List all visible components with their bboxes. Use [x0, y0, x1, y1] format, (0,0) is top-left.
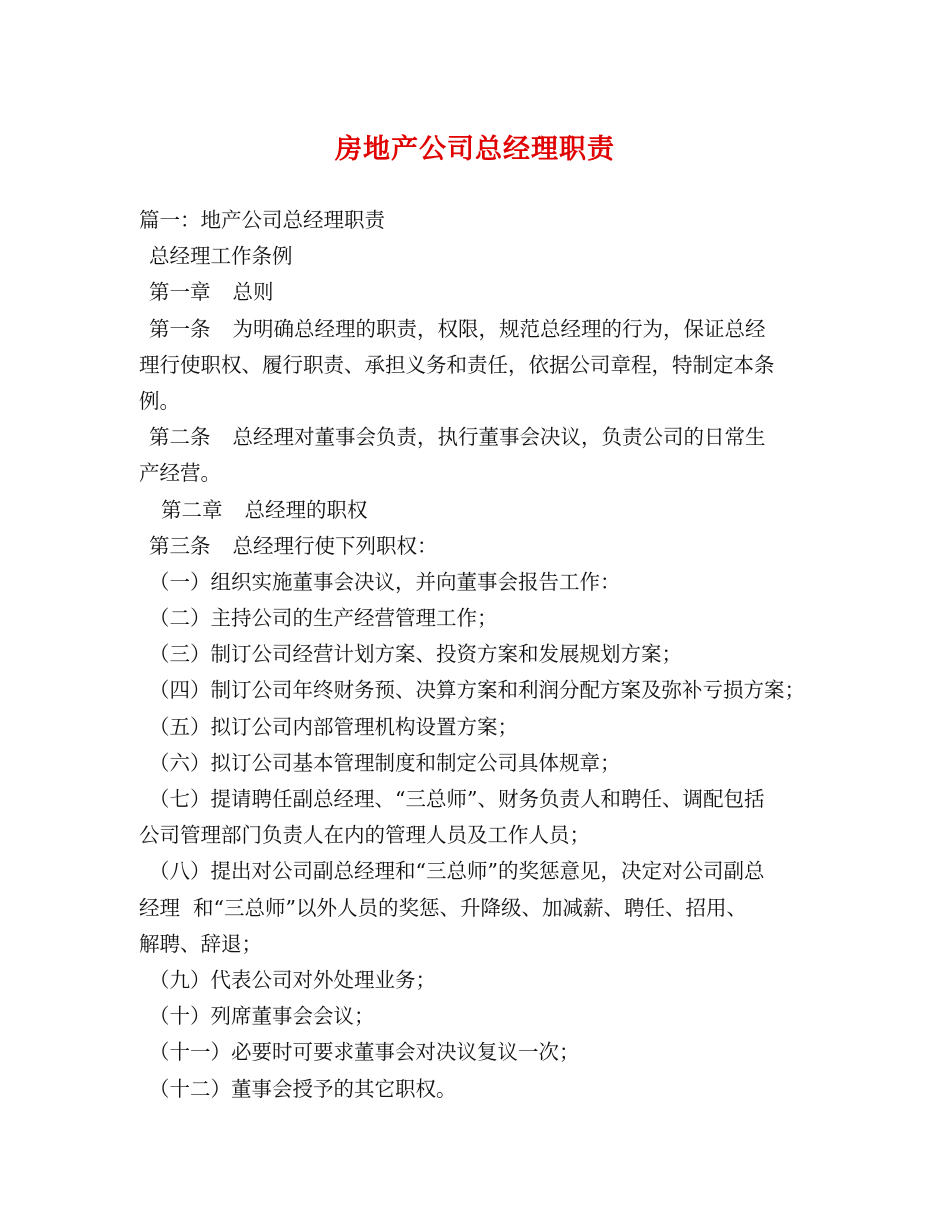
list-item: （十）列席董事会会议；	[149, 1004, 375, 1029]
paragraph-line: 理行使职权、履行职责、承担义务和责任，依据公司章程，特制定本条	[139, 352, 775, 377]
list-item: （十二）董事会授予的其它职权。	[149, 1076, 457, 1101]
list-item: （四）制订公司年终财务预、决算方案和利润分配方案及弥补亏损方案；	[149, 678, 805, 703]
chapter-number: 第二章	[161, 497, 223, 522]
chapter-number: 第一章	[149, 280, 211, 305]
list-item: （三）制订公司经营计划方案、投资方案和发展规划方案；	[149, 642, 682, 667]
article-line	[139, 528, 829, 564]
chapter-heading	[139, 492, 829, 528]
list-item: （六）拟订公司基本管理制度和制定公司具体规章；	[149, 750, 621, 775]
list-item-continuation: 公司管理部门负责人在内的管理人员及工作人员；	[139, 823, 590, 848]
paragraph-line: 产经营。	[139, 461, 221, 486]
list-item: （一）组织实施董事会决议，并向董事会报告工作：	[149, 569, 621, 594]
paragraph-line: 例。	[139, 388, 180, 413]
section-heading: 篇一：地产公司总经理职责	[139, 208, 385, 232]
document-title: 房地产公司总经理职责	[335, 134, 615, 165]
article-line	[139, 419, 829, 455]
list-item: （十一）必要时可要求董事会对决议复议一次；	[149, 1040, 580, 1065]
list-item: （二）主持公司的生产经营管理工作；	[149, 606, 498, 631]
list-item: （五）拟订公司内部管理机构设置方案；	[149, 714, 518, 739]
article-text: 总经理行使下列职权：	[232, 533, 438, 558]
list-item: （九）代表公司对外处理业务；	[149, 967, 436, 992]
chapter-title: 总经理的职权	[244, 497, 368, 522]
chapter-title: 总则	[232, 280, 274, 305]
list-item: （八）提出对公司副总经理和“三总师”的奖惩意见，决定对公司副总	[149, 859, 765, 884]
chapter-heading	[139, 274, 829, 310]
article-line	[139, 311, 829, 347]
article-number: 第二条	[149, 425, 211, 450]
list-item-continuation: 解聘、辞退；	[139, 931, 262, 956]
article-text: 为明确总经理的职责，权限，规范总经理的行为，保证总经	[232, 316, 766, 341]
article-number: 第一条	[149, 316, 211, 341]
list-item: （七）提请聘任副总经理、“三总师”、财务负责人和聘任、调配包括	[149, 787, 765, 811]
article-text: 总经理对董事会负责，执行董事会决议，负责公司的日常生	[232, 425, 766, 450]
list-item-continuation: 经理 和“三总师”以外人员的奖惩、升降级、加减薪、聘任、招用、	[139, 895, 747, 920]
article-number: 第三条	[149, 533, 211, 558]
document-body	[139, 202, 829, 1107]
regulation-title: 总经理工作条例	[149, 244, 293, 269]
